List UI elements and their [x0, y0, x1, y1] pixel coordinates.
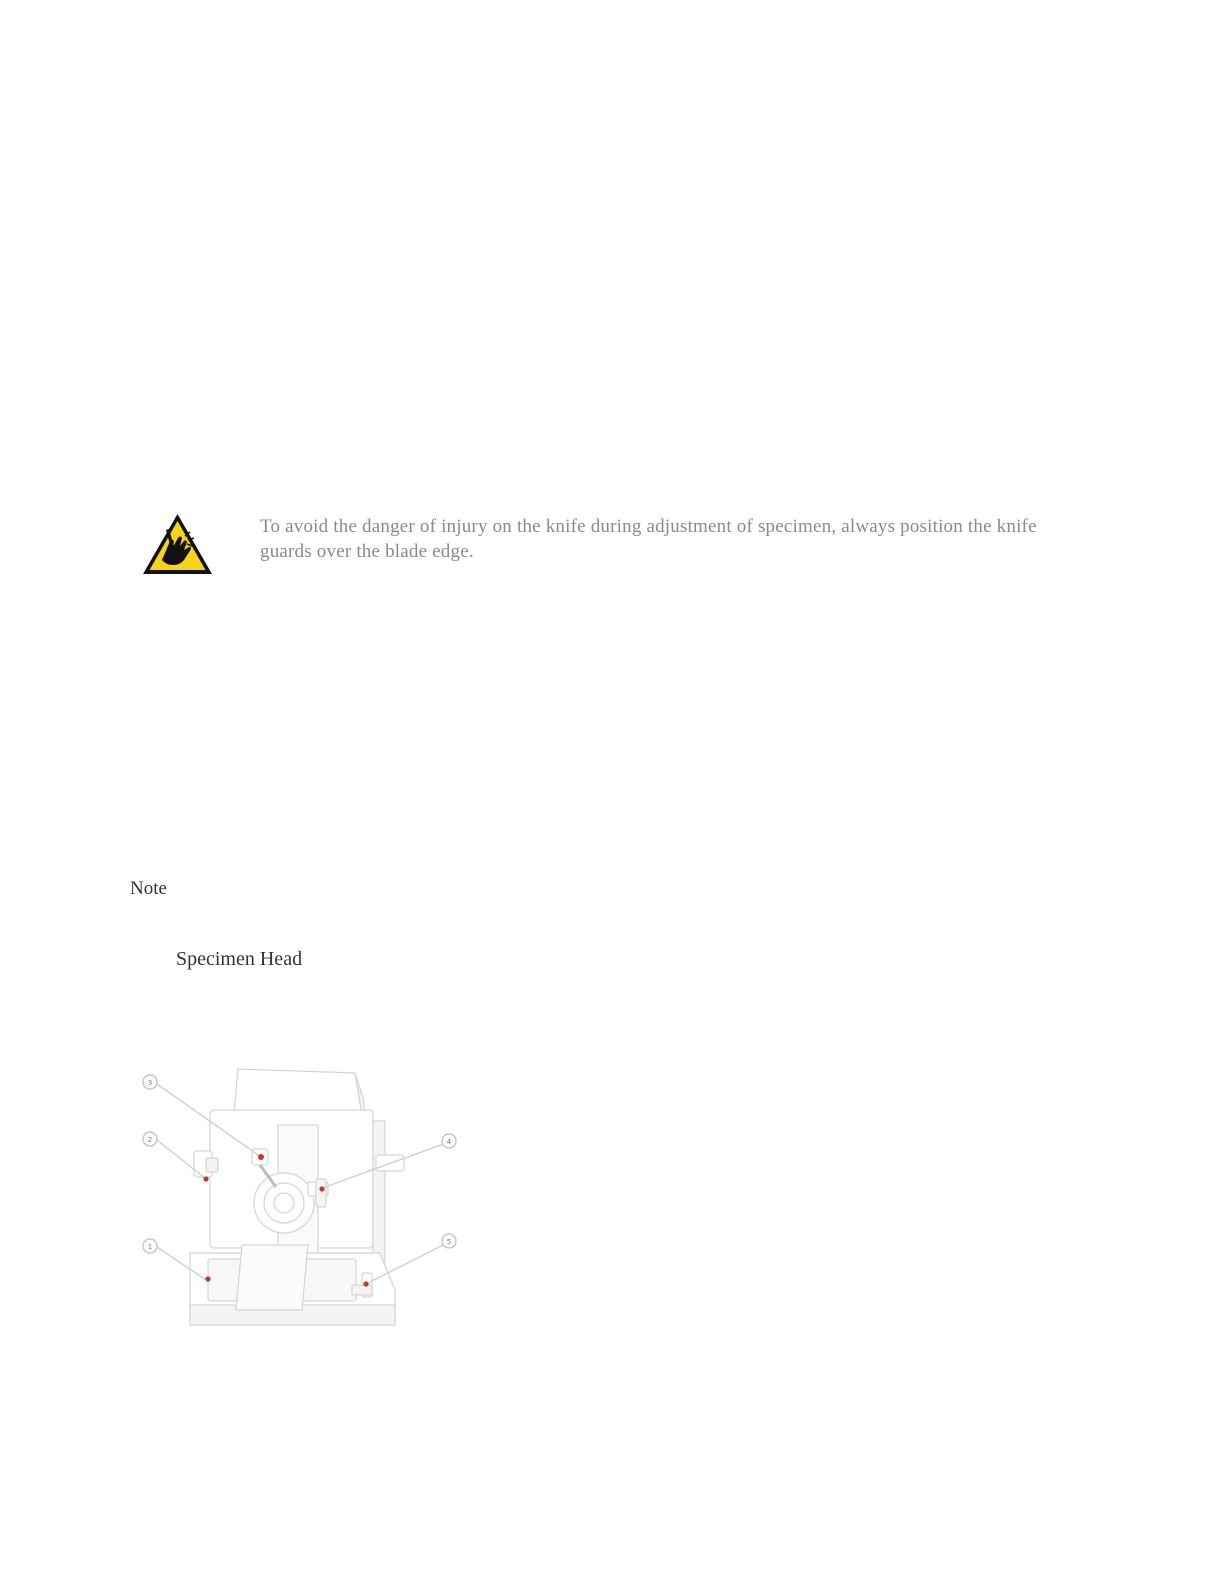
hand-cut-hazard-icon — [140, 510, 215, 578]
callout-label-3: 3 — [147, 1079, 153, 1087]
section-heading: Specimen Head — [176, 948, 303, 970]
callout-label-5: 5 — [446, 1238, 452, 1246]
marker-3 — [258, 1154, 264, 1160]
note-label: Note — [130, 878, 167, 899]
specimen-head-figure — [130, 1055, 470, 1345]
callout-label-1: 1 — [147, 1243, 153, 1251]
warning-text-line-2: guards over the blade edge. — [260, 541, 474, 562]
callout-label-4: 4 — [446, 1138, 452, 1146]
marker-1 — [205, 1276, 210, 1281]
marker-4 — [319, 1186, 324, 1191]
warning-block — [140, 510, 1060, 580]
warning-text — [260, 514, 1060, 564]
specimen-head-illustration — [130, 1055, 470, 1345]
warning-text-line-1: To avoid the danger of injury on the knife during adjustment of specimen, always position the knife — [260, 516, 1037, 537]
marker-2 — [203, 1176, 208, 1181]
marker-5 — [363, 1281, 368, 1286]
callout-label-2: 2 — [147, 1136, 153, 1144]
